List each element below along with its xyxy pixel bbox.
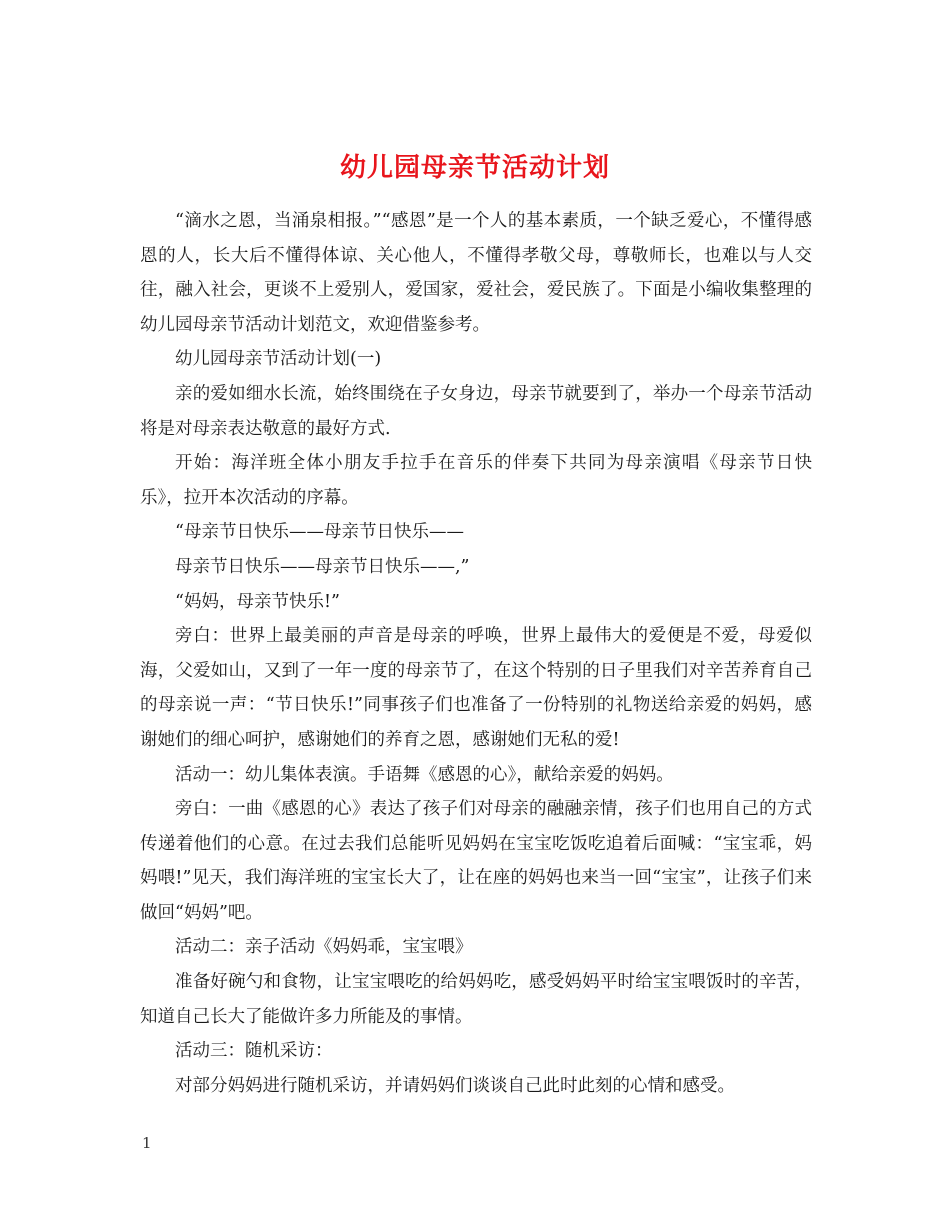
body-paragraph: 准备好碗勺和食物，让宝宝喂吃的给妈妈吃，感受妈妈平时给宝宝喂饭时的辛苦，知道自己长大了能做许多力所能及的事情。 (140, 972, 812, 1027)
narration-paragraph: 旁白：世界上最美丽的声音是母亲的呼唤，世界上最伟大的爱便是不爱，母爱似海，父爱如山，又到了一年一度的母亲节了，在这个特别的日子里我们对辛苦养育自己的母亲说一声：“节日快乐!”同事孩子们也准备了一份特别的礼物送给亲爱的妈妈，感谢她们的细心呵护，感谢她们的养育之恩，感谢她们无私的爱! (140, 626, 812, 750)
body-paragraph: 亲的爱如细水长流，始终围绕在子女身边，母亲节就要到了，举办一个母亲节活动将是对母亲表达敬意的最好方式. (140, 383, 812, 439)
page-number: 1 (142, 1134, 152, 1152)
document-body (140, 204, 812, 1103)
section-heading: 幼儿园母亲节活动计划(一) (175, 349, 382, 370)
song-lyric-line: “母亲节日快乐——母亲节日快乐—— (175, 522, 464, 543)
narration-paragraph: 旁白：一曲《感恩的心》表达了孩子们对母亲的融融亲情，孩子们也用自己的方式传递着他们的心意。在过去我们总能听见妈妈在宝宝吃饭吃追着后面喊：“宝宝乖，妈妈喂!”见天，我们海洋班的宝宝长大了，让在座的妈妈也来当一回“宝宝”，让孩子们来做回“妈妈”吧。 (140, 799, 812, 923)
document-title: 幼儿园母亲节活动计划 (339, 153, 610, 184)
body-paragraph: 开始：海洋班全体小朋友手拉手在音乐的伴奏下共同为母亲演唱《母亲节日快乐》，拉开本次活动的序幕。 (140, 453, 812, 508)
activity-heading: 活动三：随机采访： (175, 1041, 333, 1062)
activity-heading: 活动一：幼儿集体表演。手语舞《感恩的心》，献给亲爱的妈妈。 (175, 764, 674, 785)
greeting-line: “妈妈，母亲节快乐!” (175, 591, 340, 612)
intro-paragraph: “滴水之恩，当涌泉相报。”“感恩”是一个人的基本素质，一个缺乏爱心，不懂得感恩的人，长大后不懂得体谅、关心他人，不懂得孝敬父母，尊敬师长，也难以与人交往，融入社会，更谈不上爱别人，爱国家，爱社会，爱民族了。下面是小编收集整理的幼儿园母亲节活动计划范文，欢迎借鉴参考。 (140, 211, 812, 335)
activity-heading: 活动二：亲子活动《妈妈乖，宝宝喂》 (175, 937, 473, 958)
song-lyric-line: 母亲节日快乐——母亲节日快乐——,” (175, 556, 470, 577)
body-paragraph: 对部分妈妈进行随机采访，并请妈妈们谈谈自己此时此刻的心情和感受。 (175, 1075, 735, 1096)
